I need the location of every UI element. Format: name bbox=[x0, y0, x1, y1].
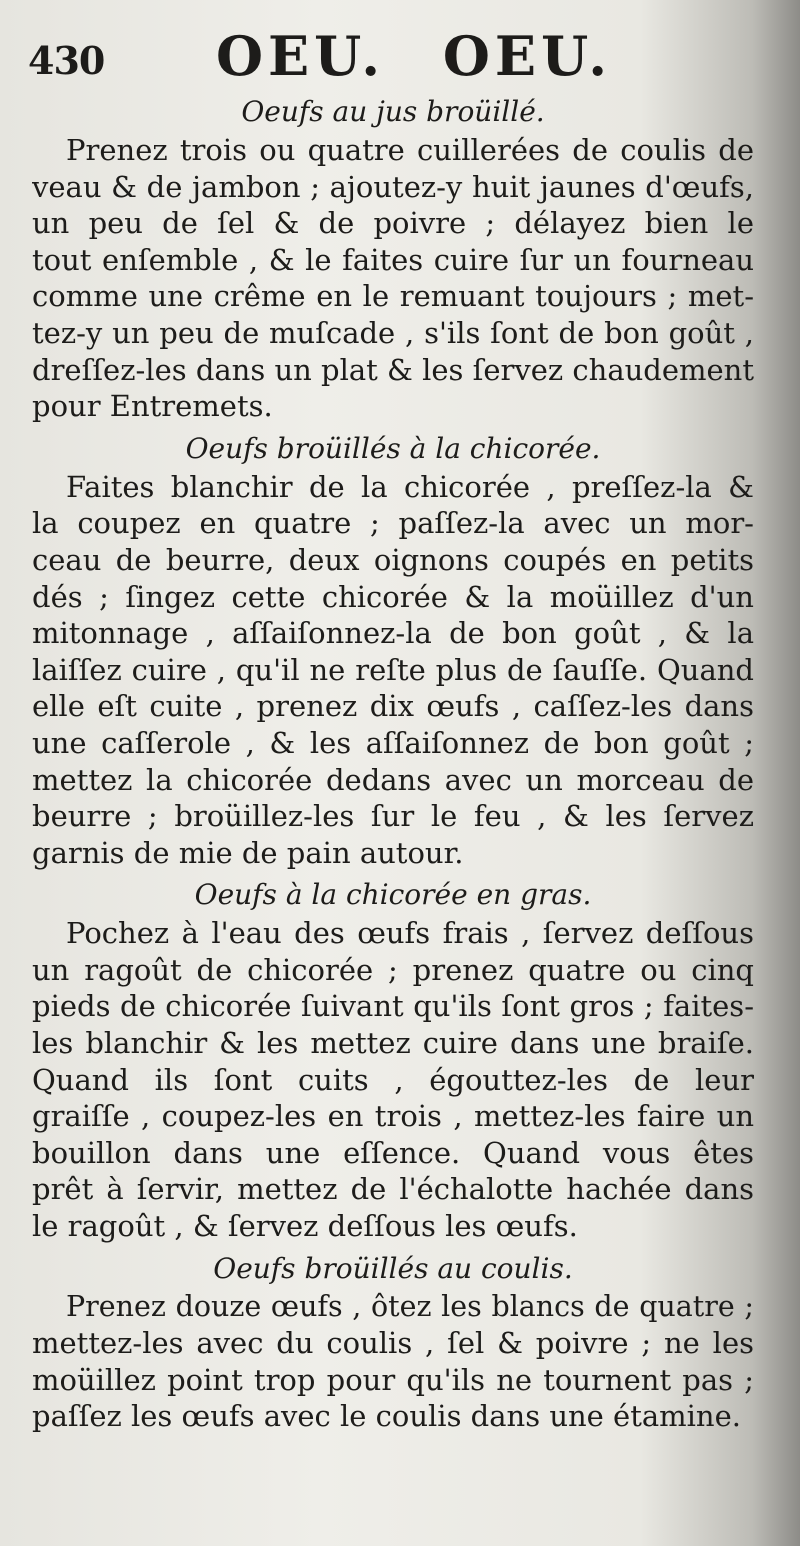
section-title: Oeufs broüillés au coulis. bbox=[213, 1251, 573, 1285]
text-line: mitonnage , aſſaiſonnez-la de bon goût , & la bbox=[32, 616, 754, 651]
text-line: mettez la chicorée dedans avec un morceau de bbox=[32, 762, 754, 797]
text-line: Prenez douze œufs , ôtez les blancs de quatre ; bbox=[66, 1289, 754, 1323]
text-line: tez-y un peu de muſcade , s'ils ſont de bon goût , bbox=[32, 315, 754, 350]
text-line: bouillon dans une eſſence. Quand vous êtes bbox=[32, 1135, 754, 1170]
text-line: pour Entremets. bbox=[32, 389, 273, 424]
text-line: Faites blanchir de la chicorée , preſſez-la & bbox=[66, 469, 754, 504]
text-line: les blanchir & les mettez cuire dans une braiſe. bbox=[32, 1026, 754, 1061]
text-line: dreſſez-les dans un plat & les ſervez chaudement bbox=[32, 352, 754, 387]
text-line: moüillez point trop pour qu'ils ne tournent pas ; bbox=[32, 1362, 754, 1397]
text-line: beurre ; broüillez-les ſur le feu , & les ſervez bbox=[32, 799, 754, 834]
text-line: paſſez les œufs avec le coulis dans une étamine. bbox=[32, 1399, 741, 1434]
text-line: ceau de beurre, deux oignons coupés en petits bbox=[32, 542, 754, 577]
text-line: garnis de mie de pain autour. bbox=[32, 835, 464, 870]
recipe-paragraph bbox=[32, 915, 754, 1244]
recipe-paragraph bbox=[32, 132, 754, 425]
text-line: une caſſerole , & les aſſaiſonnez de bon goût ; bbox=[32, 725, 754, 760]
text-line: Quand ils ſont cuits , égouttez-les de leur bbox=[32, 1062, 754, 1097]
text-line: graiſſe , coupez-les en trois , mettez-les faire un bbox=[32, 1099, 754, 1134]
recipe-paragraph bbox=[32, 1289, 754, 1435]
text-line: dés ; ſingez cette chicorée & la moüillez d'un bbox=[32, 579, 754, 614]
text-line: mettez-les avec du coulis , ſel & poivre ; ne les bbox=[32, 1326, 754, 1361]
text-line: laiſſez cuire , qu'il ne reſte plus de ſauſſe. Quand bbox=[32, 652, 754, 687]
text-line: tout enſemble , & le faites cuire ſur un fourneau bbox=[32, 242, 754, 277]
text-line: elle eſt cuite , prenez dix œufs , caſſez-les dans bbox=[32, 689, 754, 724]
page-body bbox=[32, 92, 754, 1439]
text-line: prêt à ſervir, mettez de l'échalotte hachée dans bbox=[32, 1172, 754, 1207]
page-header bbox=[28, 20, 760, 90]
section-title: Oeufs au jus broüillé. bbox=[241, 95, 545, 128]
text-line: Pochez à l'eau des œufs frais , ſervez deſſous bbox=[66, 916, 754, 951]
text-line: pieds de chicorée ſuivant qu'ils ſont gros ; faites- bbox=[32, 989, 754, 1024]
recipe-paragraph bbox=[32, 469, 754, 872]
text-line: Prenez trois ou quatre cuillerées de coulis de bbox=[66, 133, 754, 167]
text-line: la coupez en quatre ; paſſez-la avec un mor- bbox=[32, 506, 754, 541]
text-line: un ragoût de chicorée ; prenez quatre ou cinq bbox=[32, 952, 754, 987]
running-head: OEU. OEU. bbox=[215, 24, 613, 88]
section-title: Oeufs à la chicorée en gras. bbox=[194, 878, 592, 912]
text-line: veau & de jambon ; ajoutez-y huit jaunes d'œufs, bbox=[32, 169, 754, 204]
text-line: le ragoût , & ſervez deſſous les œufs. bbox=[32, 1209, 578, 1244]
text-line: un peu de ſel & de poivre ; délayez bien le bbox=[32, 206, 754, 241]
text-line: comme une crême en le remuant toujours ; met- bbox=[32, 279, 754, 314]
page-number: 430 bbox=[28, 38, 105, 83]
section-title: Oeufs broüillés à la chicorée. bbox=[185, 431, 601, 465]
